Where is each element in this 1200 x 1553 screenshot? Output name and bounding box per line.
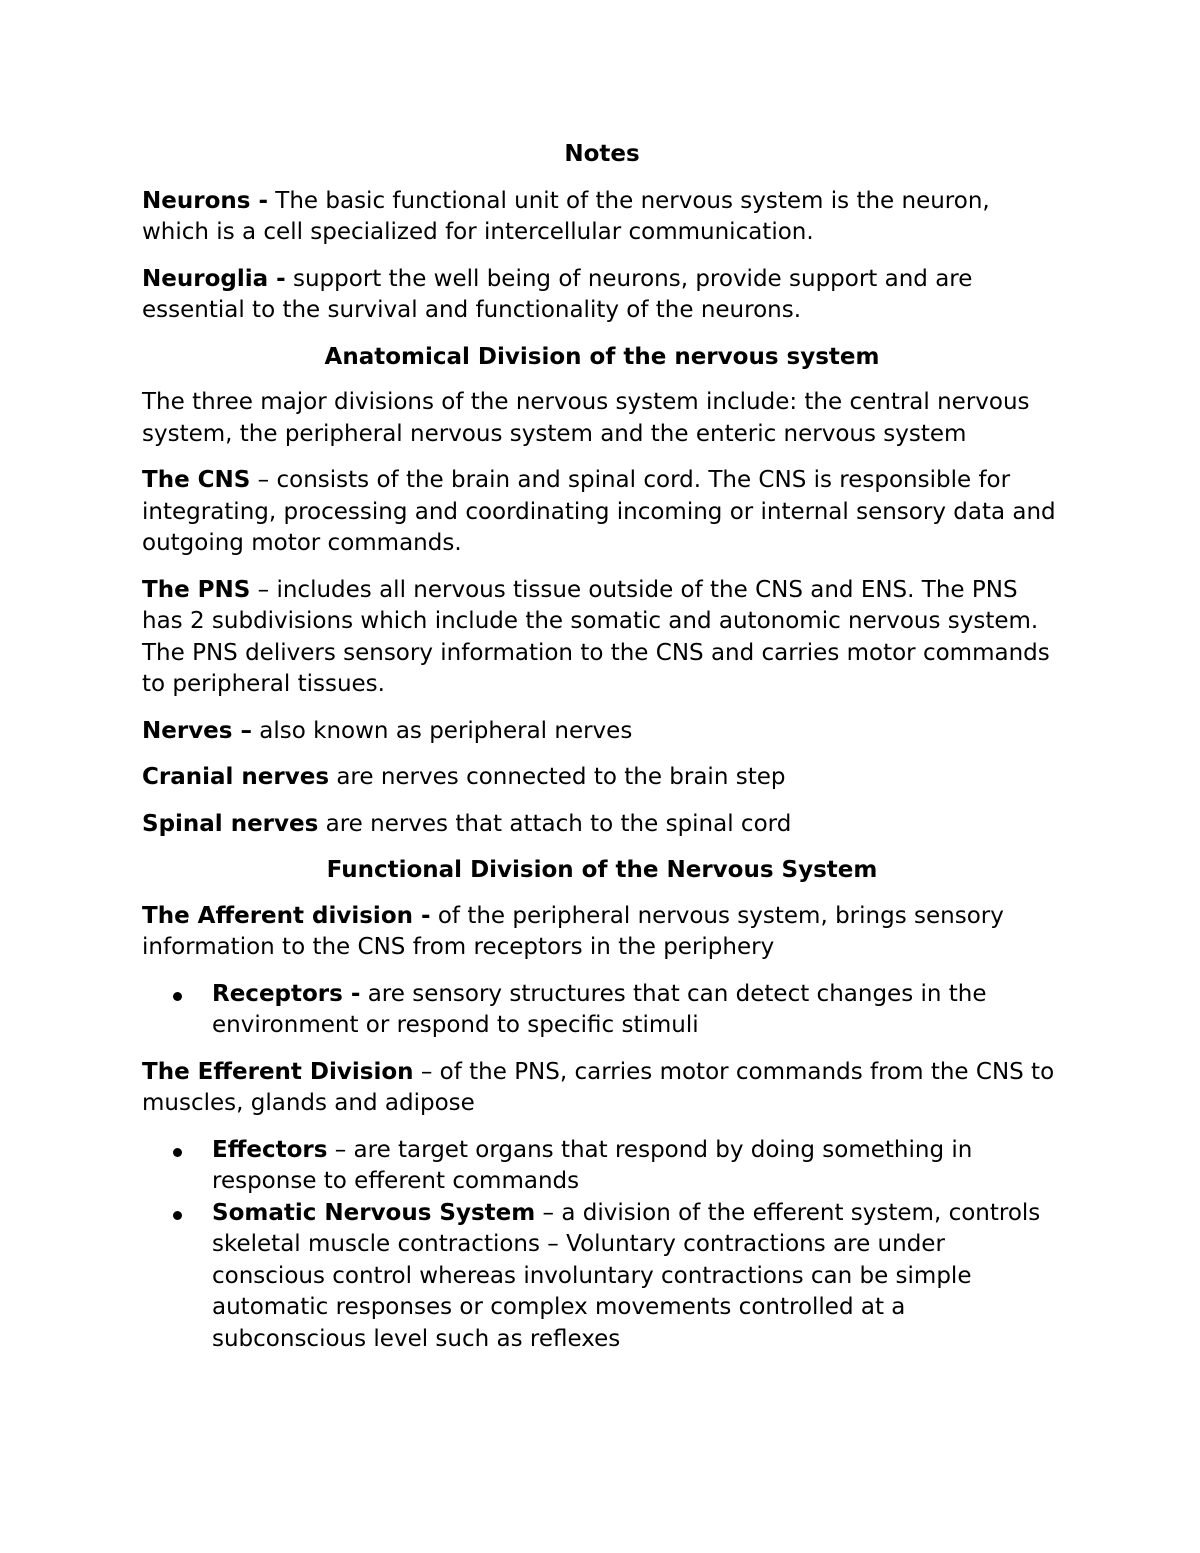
anatomical-division-heading: Anatomical Division of the nervous system — [324, 343, 880, 370]
list-item — [142, 1198, 1062, 1356]
bullet-icon — [173, 1211, 182, 1220]
functional-division-heading: Functional Division of the Nervous System — [326, 857, 878, 883]
afferent-text: of the peripheral nervous system, brings sensory information to the CNS from receptors in the periphery — [142, 902, 1004, 960]
somatic-nervous-system-term: Somatic Nervous System — [212, 1199, 536, 1226]
afferent-paragraph — [142, 901, 1062, 964]
spinal-nerves-paragraph — [142, 809, 1062, 841]
efferent-paragraph — [142, 1057, 1062, 1120]
pns-term: The PNS — [142, 576, 251, 603]
afferent-bullet-list — [142, 979, 1062, 1042]
receptors-text: are sensory structures that can detect changes in the environment or respond to specific stimuli — [212, 980, 987, 1038]
cranial-nerves-paragraph — [142, 762, 1062, 794]
cranial-nerves-term: Cranial nerves — [142, 764, 330, 790]
effectors-term: Effectors — [212, 1136, 328, 1163]
page-title: Notes — [564, 141, 640, 167]
efferent-term: The Efferent Division — [142, 1058, 414, 1085]
pns-paragraph — [142, 575, 1062, 701]
list-item — [142, 1135, 1062, 1198]
nerves-term: Nerves – — [142, 717, 252, 744]
pns-text: – includes all nervous tissue outside of the CNS and ENS. The PNS has 2 subdivisions which include the somatic and autonomic nervous system. The PNS delivers sensory information to the CNS and carries motor commands to peripheral tissues. — [142, 576, 1050, 697]
effectors-text: – are target organs that respond by doing something in response to efferent commands — [212, 1136, 973, 1194]
neuroglia-text: support the well being of neurons, provide support and are essential to the survival and functionality of the neurons. — [142, 265, 973, 323]
cranial-nerves-text: are nerves connected to the brain step — [329, 764, 786, 790]
neurons-term: Neurons - — [142, 187, 268, 214]
document-body — [142, 139, 1062, 1370]
receptors-term: Receptors - — [212, 980, 361, 1007]
cns-paragraph — [142, 465, 1062, 560]
three-divisions-paragraph: The three major divisions of the nervous system include: the central nervous system, the peripheral nervous system and the enteric nervous system — [142, 389, 1030, 447]
afferent-term: The Afferent division - — [142, 902, 431, 929]
cns-text: – consists of the brain and spinal cord. The CNS is responsible for integrating, processing and coordinating incoming or internal sensory data and outgoing motor commands. — [142, 467, 1056, 556]
bullet-icon — [173, 1148, 182, 1157]
neuroglia-paragraph — [142, 264, 1062, 327]
efferent-text: – of the PNS, carries motor commands from the CNS to muscles, glands and adipose — [142, 1058, 1055, 1116]
cns-term: The CNS — [142, 467, 251, 493]
nerves-paragraph — [142, 716, 1062, 748]
somatic-nervous-system-text: – a division of the efferent system, controls skeletal muscle contractions – Voluntary contractions are under conscious control whereas involuntary contractions can be simple automatic responses or complex movements controlled at a subconscious level such as reflexes — [212, 1199, 1041, 1352]
spinal-nerves-term: Spinal nerves — [142, 810, 319, 837]
efferent-bullet-list — [142, 1135, 1062, 1356]
neuroglia-term: Neuroglia - — [142, 265, 286, 292]
bullet-icon — [173, 992, 182, 1001]
neurons-paragraph — [142, 186, 1062, 249]
list-item — [142, 979, 1062, 1042]
neurons-text: The basic functional unit of the nervous system is the neuron, which is a cell specialized for intercellular communication. — [142, 187, 990, 245]
nerves-text: also known as peripheral nerves — [251, 717, 633, 744]
spinal-nerves-text: are nerves that attach to the spinal cord — [318, 810, 792, 837]
